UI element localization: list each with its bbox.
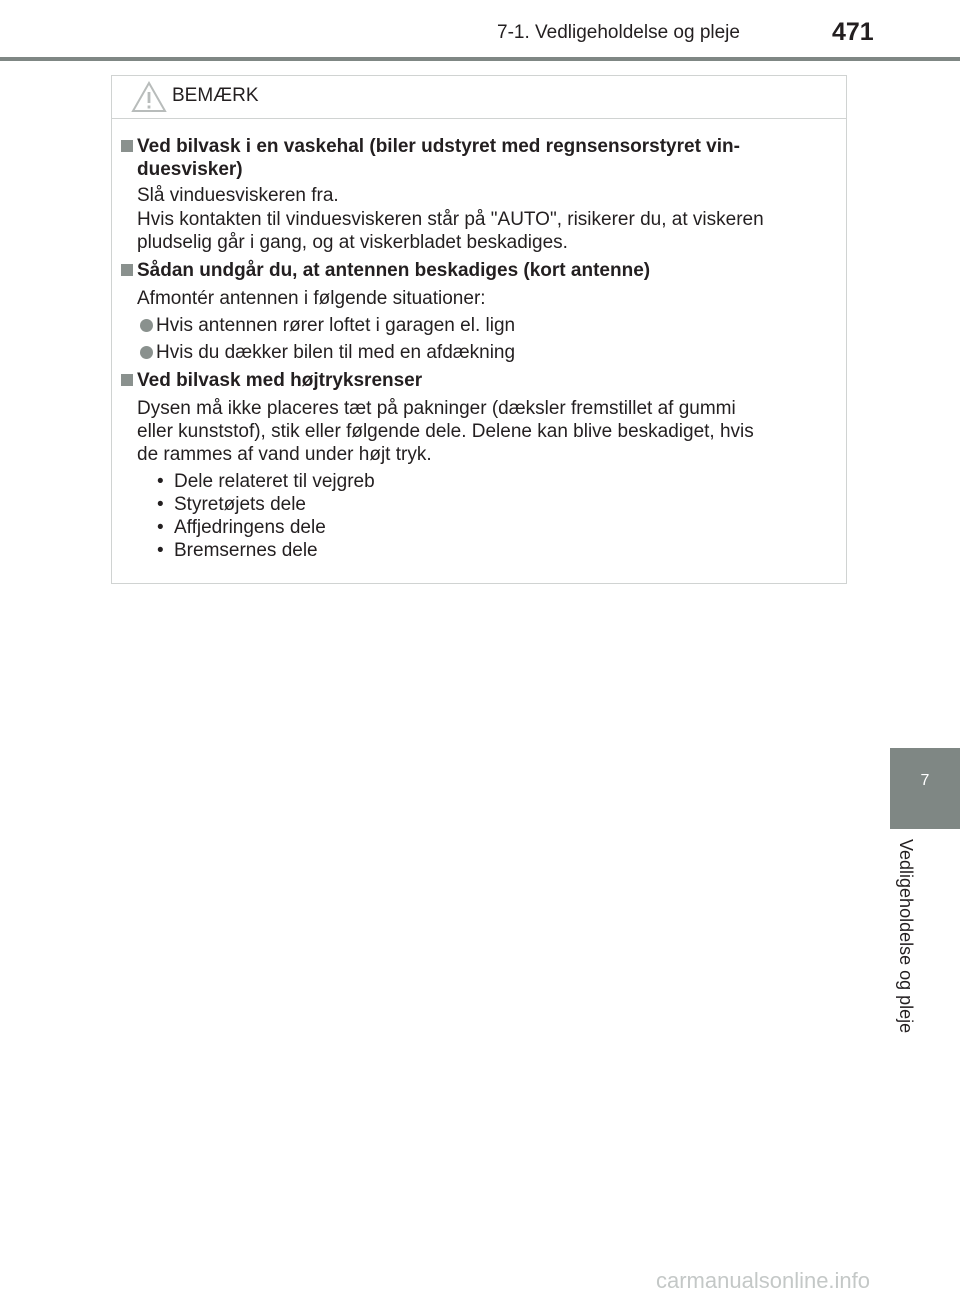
list-item: • Styretøjets dele — [157, 494, 306, 515]
warning-triangle-icon — [131, 81, 167, 113]
notice-box — [111, 75, 847, 584]
heading-line: Sådan undgår du, at antennen beskadiges (kort antenne) — [137, 260, 651, 281]
header-divider — [0, 57, 960, 61]
chapter-label: Vedligeholdelse og pleje — [896, 839, 916, 1034]
square-bullet-icon — [121, 374, 133, 386]
section-heading-carwash — [137, 135, 839, 158]
list-item: • Affjedringens dele — [157, 517, 326, 538]
list-item-text: Affjedringens dele — [174, 517, 326, 538]
body-text — [137, 208, 839, 231]
body-line: eller kunststof), stik eller følgende dele. Delene kan blive beskadiget, hvis — [137, 421, 754, 442]
section-heading-pressure-washer — [137, 369, 422, 392]
heading-line: duesvisker) — [137, 159, 243, 180]
list-item-text: Dele relateret til vejgreb — [174, 471, 375, 492]
body-text: Afmontér antennen i følgende situationer: — [137, 288, 486, 309]
notice-header — [112, 76, 846, 119]
list-item-text: Styretøjets dele — [174, 494, 306, 515]
list-item — [140, 341, 515, 364]
section-heading-antenna — [137, 259, 650, 282]
list-item-text: Hvis du dækker bilen til med en afdækning — [156, 342, 516, 363]
list-item: • Bremsernes dele — [157, 540, 318, 561]
square-bullet-icon — [121, 140, 133, 152]
heading-line: Ved bilvask i en vaskehal (biler udstyret med regnsensorstyret vin- — [137, 136, 740, 157]
notice-title: BEMÆRK — [172, 85, 259, 106]
chapter-tab[interactable] — [890, 748, 960, 829]
list-item-text: Bremsernes dele — [174, 540, 318, 561]
page-number: 471 — [832, 18, 874, 46]
square-bullet-icon — [121, 264, 133, 276]
chapter-number: 7 — [920, 772, 930, 789]
body-line: Hvis kontakten til vinduesviskeren står på "AUTO", risikerer du, at viskeren — [137, 209, 764, 230]
body-text: Slå vinduesviskeren fra. — [137, 185, 339, 206]
heading-line: Ved bilvask med højtryksrenser — [137, 370, 423, 391]
body-line: Dysen må ikke placeres tæt på pakninger (dæksler fremstillet af gummi — [137, 398, 736, 419]
round-bullet-icon — [140, 346, 153, 359]
watermark: carmanualsonline.info — [656, 1268, 871, 1293]
list-item — [140, 314, 515, 337]
body-text — [137, 397, 839, 420]
body-text: pludselig går i gang, og at viskerbladet beskadiges. — [137, 232, 568, 253]
body-text: de rammes af vand under højt tryk. — [137, 444, 432, 465]
body-text — [137, 420, 839, 443]
round-bullet-icon — [140, 319, 153, 332]
list-item: • Dele relateret til vejgreb — [157, 471, 375, 492]
list-item-text: Hvis antennen rører loftet i garagen el. lign — [156, 315, 516, 336]
section-title: 7-1. Vedligeholdelse og pleje — [497, 22, 740, 43]
